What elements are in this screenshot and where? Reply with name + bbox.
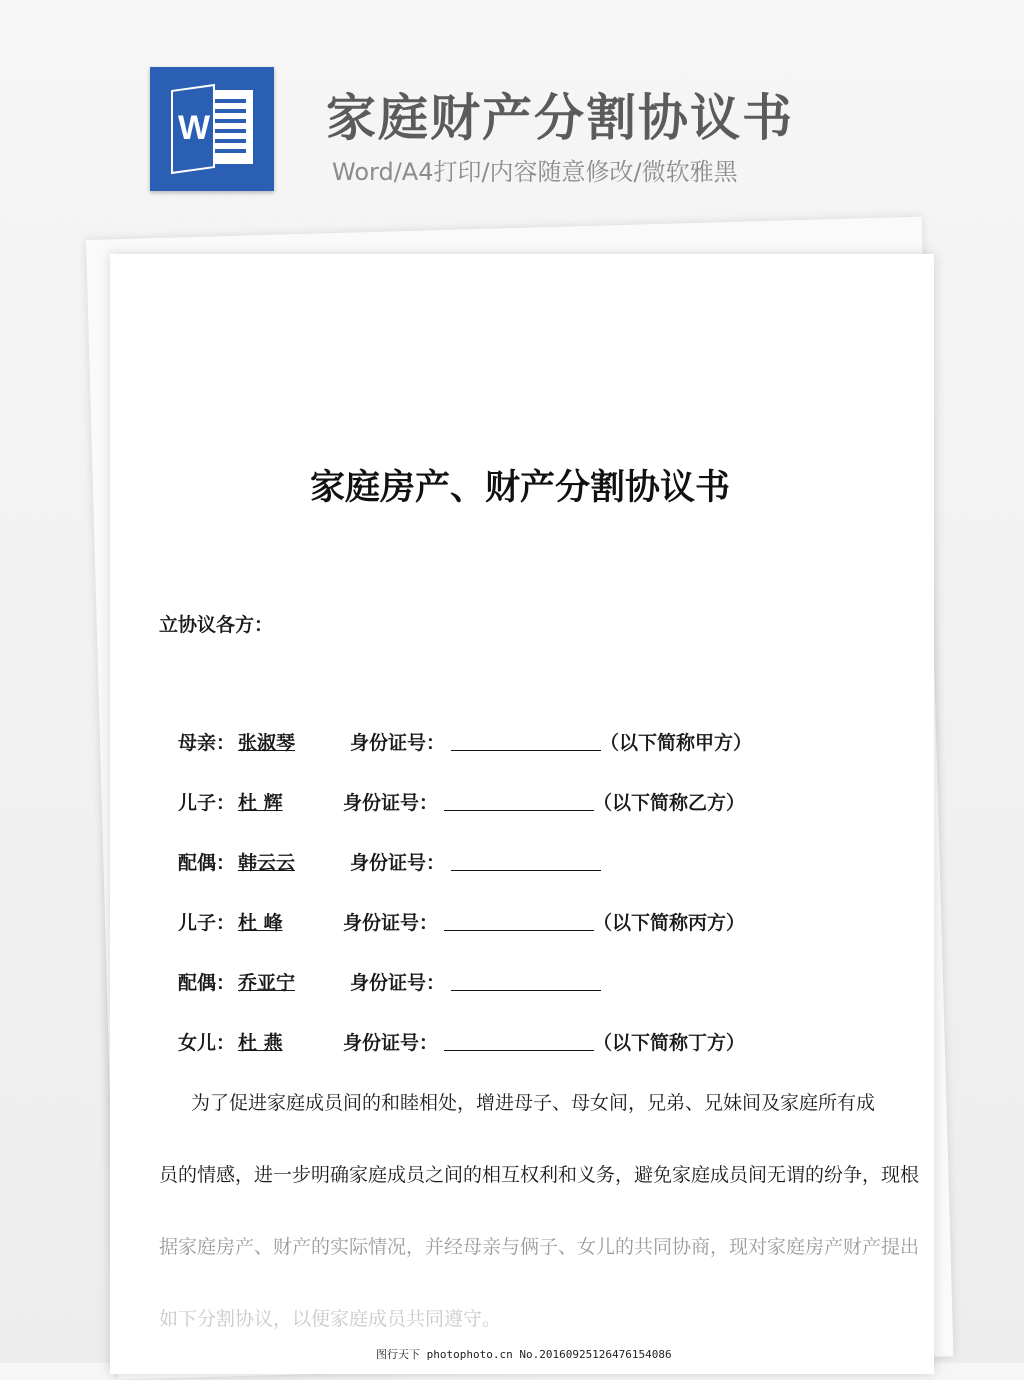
paragraph-line: 据家庭房产、财产的实际情况，并经母亲与俩子、女儿的共同协商，现对家庭房产财产提出	[159, 1236, 920, 1258]
party-relation: 儿子：	[178, 792, 236, 814]
id-blank-line	[451, 750, 601, 751]
id-label: 身份证号：	[350, 852, 446, 874]
party-alias: （以下简称甲方）	[600, 732, 753, 754]
header	[0, 0, 1024, 220]
id-label: 身份证号：	[343, 1032, 439, 1054]
party-row	[178, 848, 798, 876]
id-blank-line	[451, 990, 601, 991]
party-name: 张淑琴	[238, 732, 296, 754]
id-blank-line	[444, 1050, 594, 1051]
paragraph-line: 为了促进家庭成员间的和睦相处，增进母子、母女间，兄弟、兄妹间及家庭所有成	[191, 1092, 876, 1114]
parties-label: 立协议各方：	[159, 614, 274, 636]
party-row	[178, 728, 798, 756]
party-relation: 配偶：	[178, 852, 236, 874]
party-relation: 儿子：	[178, 912, 236, 934]
party-alias: （以下简称丙方）	[593, 912, 746, 934]
party-alias: （以下简称乙方）	[593, 792, 746, 814]
id-label: 身份证号：	[350, 732, 446, 754]
page-title: 家庭财产分割协议书	[326, 89, 794, 147]
party-name: 韩云云	[238, 852, 296, 874]
word-logo-letter: W	[177, 109, 211, 147]
page-subtitle: Word/A4打印/内容随意修改/微软雅黑	[332, 158, 738, 186]
id-label: 身份证号：	[350, 972, 446, 994]
paragraph-line: 员的情感，进一步明确家庭成员之间的相互权利和义务，避免家庭成员间无谓的纷争，现根	[159, 1164, 920, 1186]
id-blank-line	[444, 810, 594, 811]
party-row	[178, 908, 798, 936]
party-name: 杜 燕	[238, 1032, 283, 1054]
id-label: 身份证号：	[343, 792, 439, 814]
document-page	[110, 254, 934, 1374]
party-relation: 女儿：	[178, 1032, 236, 1054]
party-relation: 配偶：	[178, 972, 236, 994]
party-relation: 母亲：	[178, 732, 236, 754]
party-name: 杜 峰	[238, 912, 283, 934]
party-name: 乔亚宁	[238, 972, 296, 994]
id-blank-line	[451, 870, 601, 871]
document-title: 家庭房产、财产分割协议书	[309, 468, 730, 508]
party-alias: （以下简称丁方）	[593, 1032, 746, 1054]
id-label: 身份证号：	[343, 912, 439, 934]
party-row	[178, 968, 798, 996]
party-row	[178, 1028, 798, 1056]
id-blank-line	[444, 930, 594, 931]
watermark-text: 图行天下 photophoto.cn No.20160925126476154086	[376, 1348, 672, 1361]
paragraph-line: 如下分割协议，以便家庭成员共同遵守。	[159, 1308, 502, 1330]
party-row	[178, 788, 798, 816]
word-logo-icon	[150, 67, 274, 191]
party-name: 杜 辉	[238, 792, 283, 814]
